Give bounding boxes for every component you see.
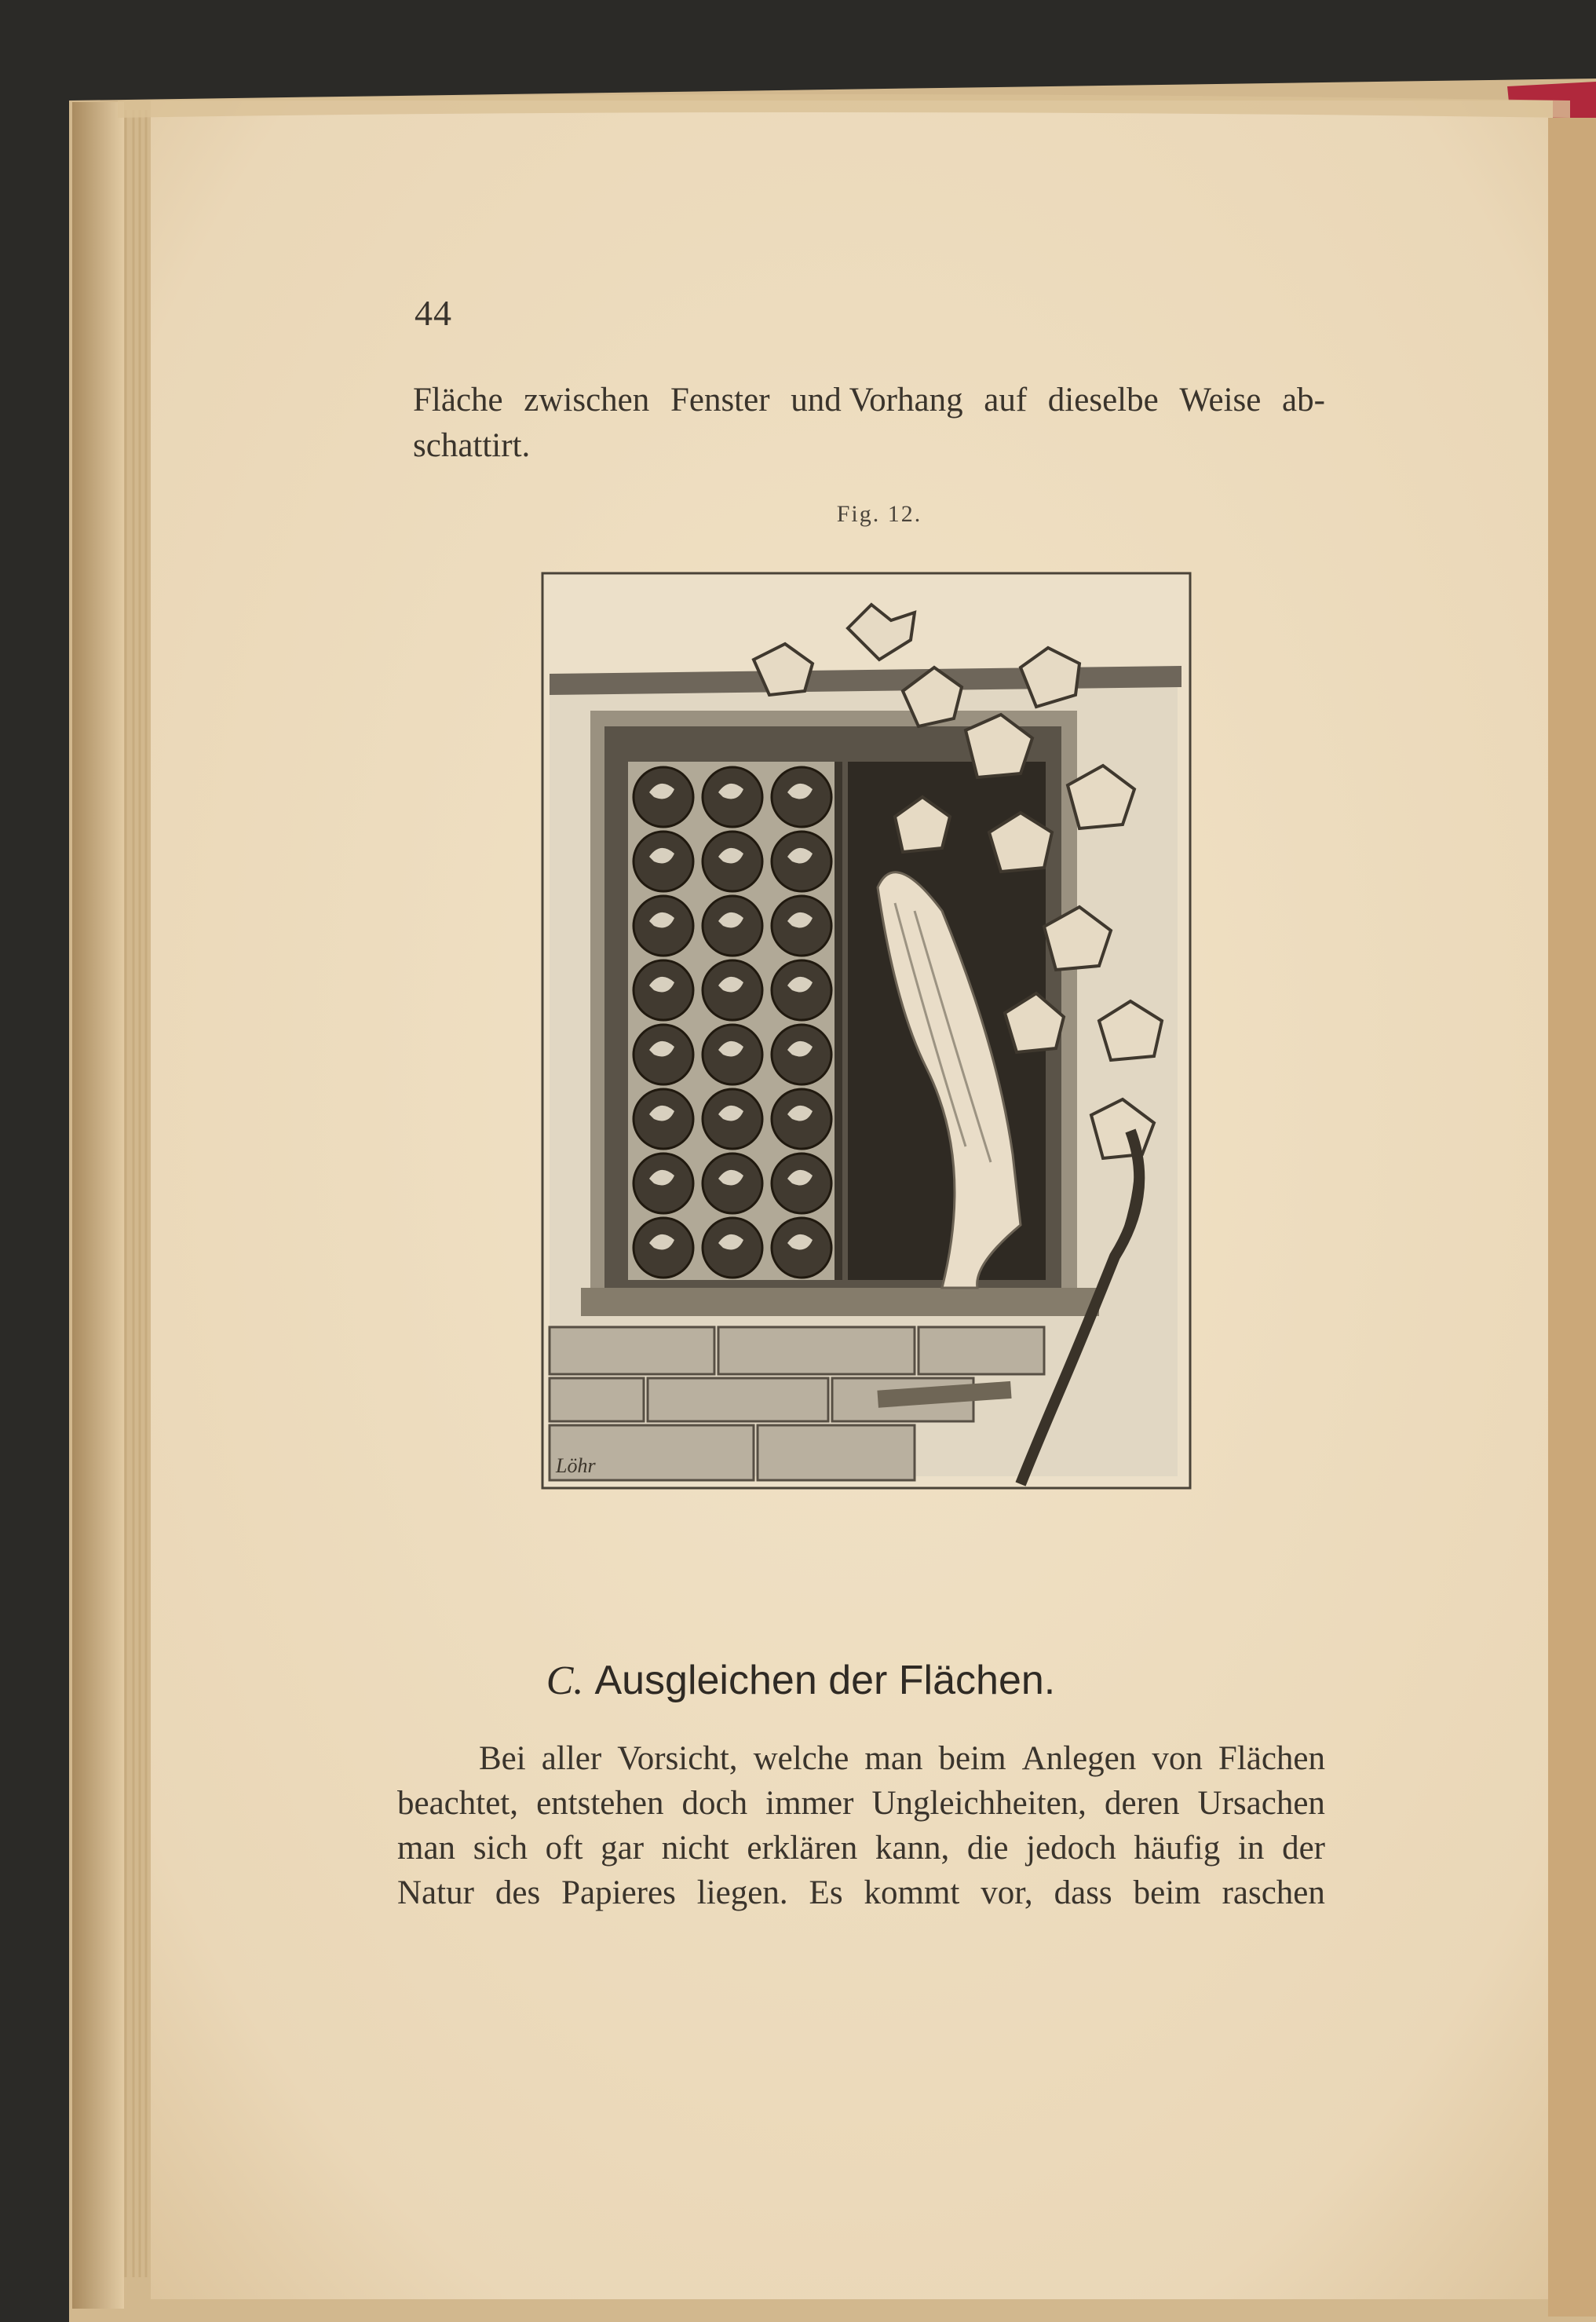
word: deren [1104, 1785, 1180, 1822]
word: kommt [864, 1874, 960, 1911]
text-line [397, 1831, 1325, 1865]
word: raschen [1222, 1874, 1325, 1911]
figure-caption: Fig. 12. [836, 501, 922, 527]
left-worn-strip [72, 102, 124, 2309]
word: auf [984, 382, 1028, 419]
word: dieselbe [1047, 382, 1159, 419]
word: beim [938, 1740, 1006, 1777]
word: Anlegen [1021, 1740, 1137, 1777]
word: Papieres [561, 1874, 676, 1911]
section-title: Ausgleichen der Flächen. [594, 1658, 1056, 1703]
text-line [397, 1876, 1325, 1910]
word: häufig [1134, 1830, 1221, 1867]
word: des [495, 1874, 541, 1911]
word: die [966, 1830, 1009, 1867]
page-right-shadow [1548, 118, 1596, 2317]
word: sich [473, 1830, 528, 1867]
word: und Vorhang [791, 382, 963, 419]
continuation-paragraph [413, 383, 1325, 470]
text-line [397, 1786, 1325, 1820]
word: immer [765, 1785, 854, 1822]
word: Flächen [1218, 1740, 1325, 1777]
word: gar [601, 1830, 645, 1867]
word: ab- [1282, 382, 1325, 419]
word: Ursachen [1197, 1785, 1325, 1822]
word: der [1282, 1830, 1325, 1867]
page-number: 44 [415, 293, 452, 333]
word: man [397, 1830, 456, 1867]
word: doch [681, 1785, 748, 1822]
word: man [864, 1740, 923, 1777]
word: Weise [1179, 382, 1262, 419]
word: schattirt. [413, 427, 531, 464]
word: entstehen [536, 1785, 664, 1822]
word: nicht [661, 1830, 729, 1867]
artist-signature: Löhr [556, 1454, 596, 1477]
window-sill [581, 1288, 1099, 1316]
word: Natur [397, 1874, 474, 1911]
word: liegen. [696, 1874, 788, 1911]
word: welche [753, 1740, 849, 1777]
body-paragraph [397, 1740, 1325, 1911]
text-line [397, 1742, 1325, 1775]
word: erklären [747, 1830, 858, 1867]
word: Es [809, 1874, 843, 1911]
word: von [1152, 1740, 1203, 1777]
word: zwischen [524, 382, 650, 419]
word: vor, [981, 1874, 1033, 1911]
section-letter: C. [546, 1658, 584, 1703]
section-heading [408, 1657, 1193, 1704]
text-line [413, 429, 1325, 463]
word: Fläche [413, 382, 503, 419]
text-line [413, 383, 1325, 417]
word: beachtet, [397, 1785, 518, 1822]
word: Fenster [670, 382, 770, 419]
word: dass [1054, 1874, 1112, 1911]
word: Bei [479, 1740, 526, 1777]
figure-window-illustration [542, 573, 1190, 1488]
word: Ungleichheiten, [871, 1785, 1087, 1822]
word: aller [541, 1740, 602, 1777]
word: beim [1133, 1874, 1201, 1911]
word: in [1237, 1830, 1265, 1867]
word: Vorsicht, [617, 1740, 738, 1777]
word: jedoch [1026, 1830, 1116, 1867]
word: oft [545, 1830, 583, 1867]
word: kann, [875, 1830, 950, 1867]
